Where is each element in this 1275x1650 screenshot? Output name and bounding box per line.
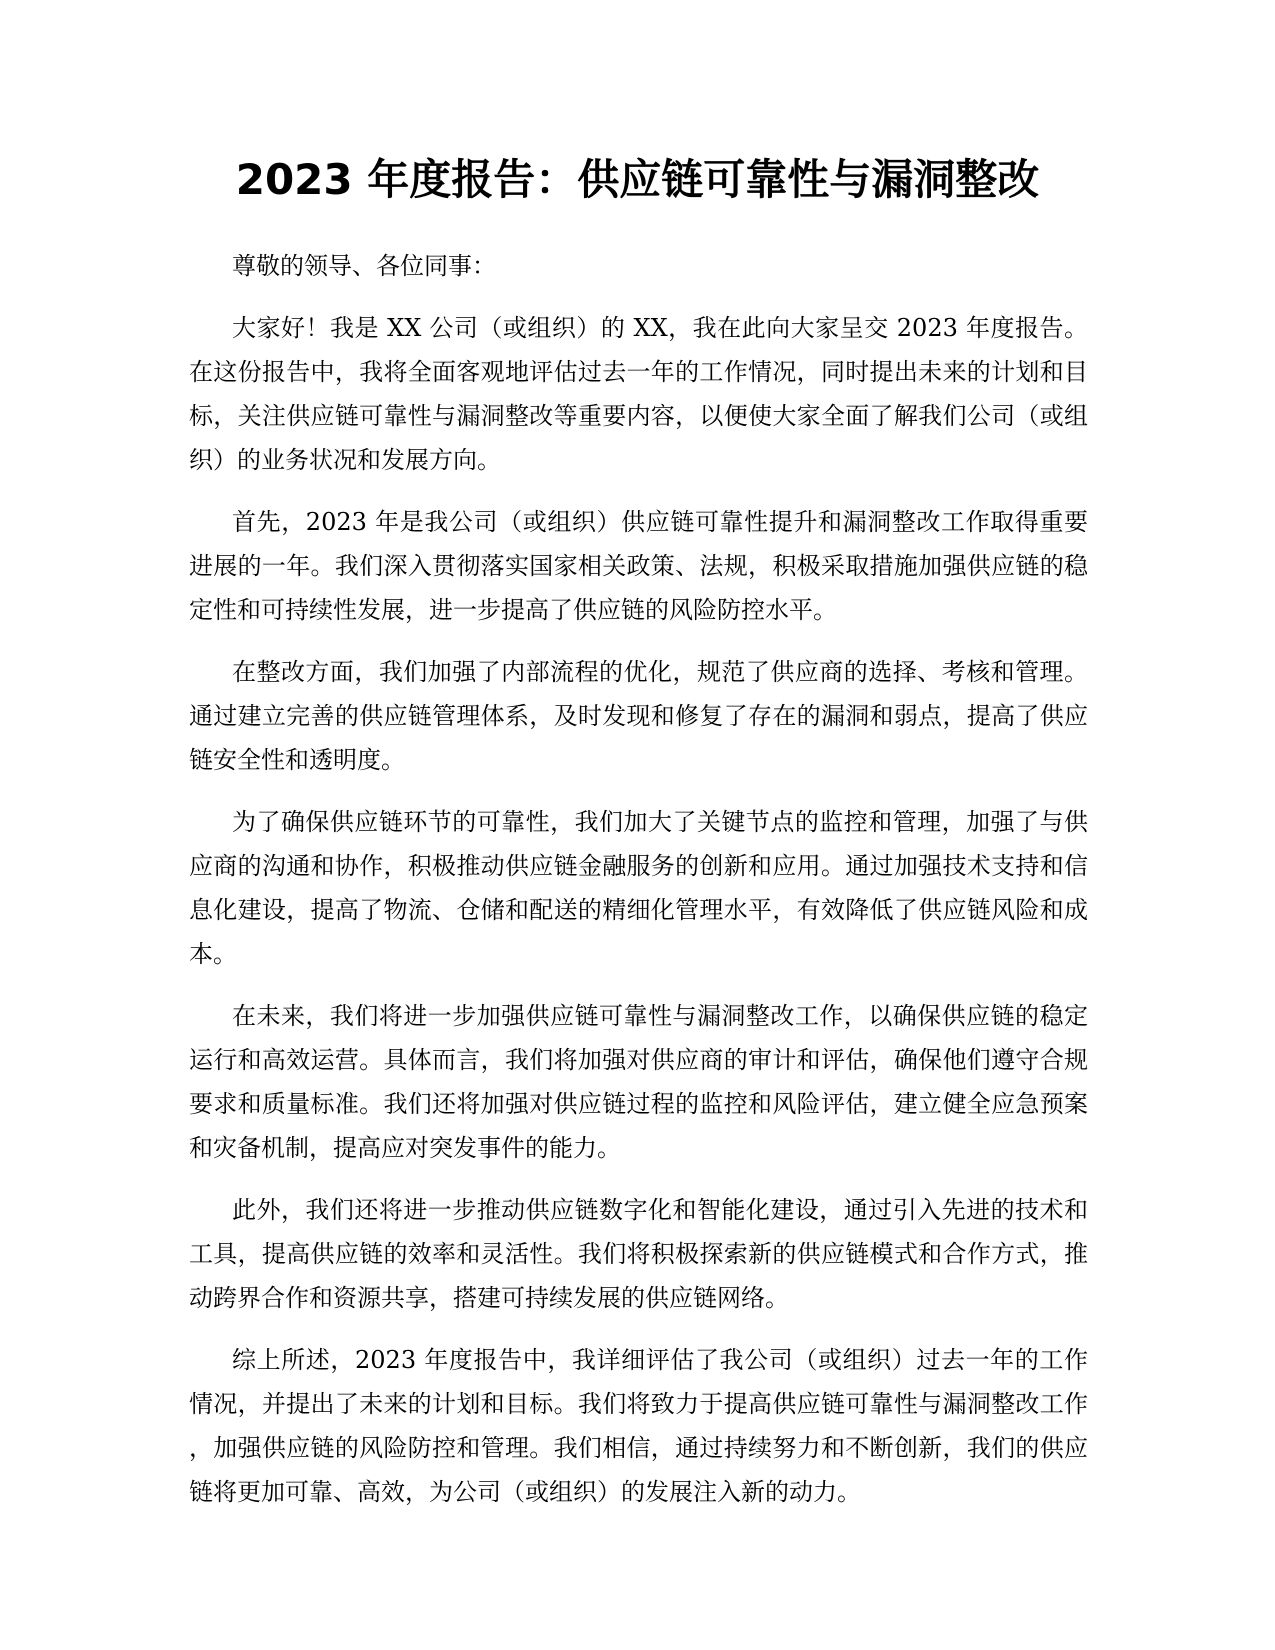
body-paragraph: 首先，2023 年是我公司（或组织）供应链可靠性提升和漏洞整改工作取得重要进展的一年。我们深入贯彻落实国家相关政策、法规，积极采取措施加强供应链的稳定性和可持续性发展，进一步提高了供应链的风险防控水平。 bbox=[189, 508, 1088, 624]
body-paragraph: 在整改方面，我们加强了内部流程的优化，规范了供应商的选择、考核和管理。通过建立完善的供应链管理体系，及时发现和修复了存在的漏洞和弱点，提高了供应链安全性和透明度。 bbox=[189, 658, 1088, 774]
document-title: 2023 年度报告：供应链可靠性与漏洞整改 bbox=[235, 155, 1040, 204]
body-paragraph: 为了确保供应链环节的可靠性，我们加大了关键节点的监控和管理，加强了与供应商的沟通和协作，积极推动供应链金融服务的创新和应用。通过加强技术支持和信息化建设，提高了物流、仓储和配送的精细化管理水平，有效降低了供应链风险和成本。 bbox=[189, 808, 1088, 968]
body-paragraph: 在未来，我们将进一步加强供应链可靠性与漏洞整改工作，以确保供应链的稳定运行和高效运营。具体而言，我们将加强对供应商的审计和评估，确保他们遵守合规要求和质量标准。我们还将加强对供应链过程的监控和风险评估，建立健全应急预案和灾备机制，提高应对突发事件的能力。 bbox=[189, 1002, 1088, 1162]
body-paragraph: 大家好！我是 XX 公司（或组织）的 XX，我在此向大家呈交 2023 年度报告。在这份报告中，我将全面客观地评估过去一年的工作情况，同时提出未来的计划和目标，关注供应链可靠性与漏洞整改等重要内容，以便使大家全面了解我们公司（或组织）的业务状况和发展方向。 bbox=[189, 314, 1088, 474]
body-paragraph: 综上所述，2023 年度报告中，我详细评估了我公司（或组织）过去一年的工作情况，并提出了未来的计划和目标。我们将致力于提高供应链可靠性与漏洞整改工作，加强供应链的风险防控和管理。我们相信，通过持续努力和不断创新，我们的供应链将更加可靠、高效，为公司（或组织）的发展注入新的动力。 bbox=[189, 1346, 1088, 1506]
document-body bbox=[189, 244, 1088, 1532]
body-paragraph: 此外，我们还将进一步推动供应链数字化和智能化建设，通过引入先进的技术和工具，提高供应链的效率和灵活性。我们将积极探索新的供应链模式和合作方式，推动跨界合作和资源共享，搭建可持续发展的供应链网络。 bbox=[189, 1196, 1088, 1312]
greeting-paragraph: 尊敬的领导、各位同事： bbox=[232, 252, 496, 280]
